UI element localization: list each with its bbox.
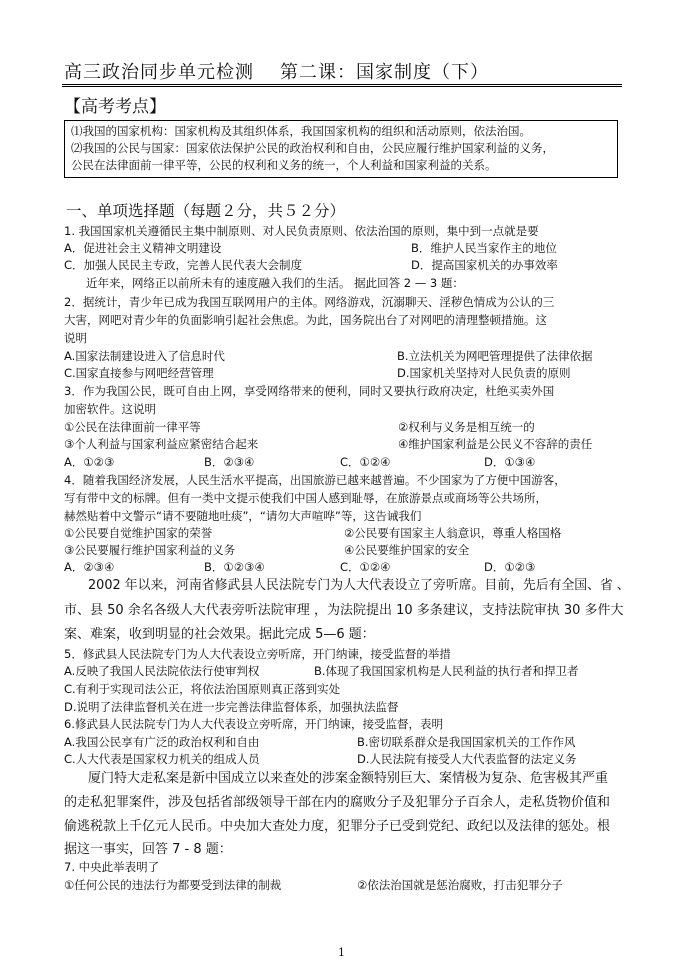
q4-statement-3: ③公民要履行维护国家利益的义务 — [64, 543, 236, 557]
q6-option-b: B.密切联系群众是我国国家机关的工作作风 — [357, 735, 576, 749]
material-5-6-line: 2002 年以来，河南省修武县人民法院专门为人大代表设立了旁听席。目前，先后有全国、省 、 — [88, 578, 630, 593]
q4-stem-line: 写有带中文的标牌。但有一类中文提示使我们中国人感到耻辱，在旅游景点或商场等公共场所， — [64, 491, 547, 505]
q1-stem: 1. 我国国家机关遵循民主集中制原则、对人民负责原则、依法治国的原则，集中到一点就是要 — [64, 224, 539, 238]
q1-option-a: A．促进社会主义精神文明建设 — [64, 241, 222, 255]
q6-stem: 6.修武县人民法院专门为人大代表设立旁听席，开门纳谏，接受监督，表明 — [64, 717, 443, 731]
q3-option-b: B．②③④ — [204, 455, 255, 469]
page-number: 1 — [338, 946, 345, 959]
q3-statement-3: ③个人利益与国家利益应紧密结合起来 — [64, 437, 259, 451]
q2-option-d: D.国家机关坚持对人民负责的原则 — [397, 366, 571, 380]
q7-stem: 7. 中央此举表明了 — [64, 860, 160, 874]
q2-stem-line: 大害，网吧对青少年的负面影响引起社会焦虑。为此，国务院出台了对网吧的清理整顿措施。这 — [64, 313, 547, 327]
section-title: 一、单项选择题（每题２分，共５２分） — [66, 202, 346, 220]
q4-option-d: D．①②③ — [484, 560, 536, 574]
material-5-6-line: 市、县 50 余名各级人大代表旁听法院审理 ，为法院提出 10 多条建议，支持法院审执 30 多件大 — [64, 603, 624, 618]
header-chapter: 第二课：国家制度（下） — [280, 62, 489, 83]
q2-option-a: A.国家法制建设进入了信息时代 — [64, 349, 225, 363]
q1-option-b: B．维护人民当家作主的地位 — [411, 241, 557, 255]
q1-option-c: C．加强人民民主专政，完善人民代表大会制度 — [64, 258, 303, 272]
material-7-8-line: 偷逃税款上千亿元人民币。中央加大查处力度，犯罪分子已受到党纪、政纪以及法律的惩处。根 — [64, 819, 611, 834]
q4-statement-1: ①公民要自觉维护国家的荣誉 — [64, 526, 213, 540]
q4-option-b: B．①②③④ — [204, 560, 265, 574]
q7-statement-2: ②依法治国就是惩治腐败，打击犯罪分子 — [357, 878, 563, 892]
q1-option-d: D．提高国家机关的办事效率 — [411, 258, 558, 272]
material-7-8-line: 据这一事实，回答 7 - 8 题： — [64, 842, 232, 857]
q6-option-d: D.人民法院有接受人大代表监督的法定义务 — [357, 752, 577, 766]
q3-stem-line: 加密软件。这说明 — [64, 402, 156, 416]
kaodian-line: ⑵我国的公民与国家：国家依法保护公民的政治权利和自由，公民应履行维护国家利益的义务， — [71, 141, 554, 155]
page-header — [64, 58, 489, 84]
q3-option-c: C．①②④ — [340, 455, 391, 469]
q2-stem-line: 说明 — [64, 331, 87, 345]
q5-option-a: A.反映了我国人民法院依法行使审判权 — [64, 664, 260, 678]
q7-statement-1: ①任何公民的违法行为都要受到法律的制裁 — [64, 878, 282, 892]
q2-option-c: C.国家直接参与网吧经营管理 — [64, 366, 214, 380]
q4-stem-line: 赫然贴着中文警示“请不要随地吐痰”，“请勿大声喧哗”等，这告诫我们 — [64, 509, 422, 523]
q3-option-d: D．①③④ — [484, 455, 536, 469]
kaodian-title: 【高考考点】 — [64, 97, 166, 117]
material-7-8-line: 的走私犯罪案件，涉及包括省部级领导干部在内的腐败分子及犯罪分子百余人，走私货物价值和 — [64, 795, 611, 810]
kaodian-box — [64, 120, 618, 178]
q4-statement-4: ④公民要维护国家的安全 — [344, 543, 470, 557]
q5-option-d: D.说明了法律监督机关在进一步完善法律监督体系，加强执法监督 — [64, 700, 399, 714]
header-rule — [62, 84, 622, 85]
q6-option-a: A.我国公民享有广泛的政治权利和自由 — [64, 735, 260, 749]
material-7-8-line: 厦门特大走私案是新中国成立以来查处的涉案金额特别巨大、案情极为复杂、危害极其严重 — [88, 771, 609, 786]
q5-stem: 5．修武县人民法院专门为人大代表设立旁听席，开门纳谏，接受监督的举措 — [64, 647, 451, 661]
q2-stem-line: 2．据统计，青少年已成为我国互联网用户的主体。网络游戏，沉溺聊天、淫秽色情成为公认的三 — [64, 295, 555, 309]
q6-option-c: C.人大代表是国家权力机关的组成人员 — [64, 752, 260, 766]
q3-statement-2: ②权利与义务是相互统一的 — [398, 420, 535, 434]
kaodian-line: 公民在法律面前一律平等，公民的权利和义务的统一，个人利益和国家利益的关系。 — [71, 158, 497, 172]
material-2-3: 近年来，网络正以前所未有的速度融入我们的生活。 据此回答 2 — 3 题： — [86, 276, 464, 290]
q3-statement-4: ④维护国家利益是公民义不容辞的责任 — [398, 437, 593, 451]
header-subject: 高三政治同步单元检测 — [64, 62, 254, 83]
material-5-6-line: 案、难案，收到明显的社会效果。据此完成 5—6 题： — [64, 627, 375, 642]
q4-stem-line: 4．随着我国经济发展，人民生活水平提高，出国旅游已越来越普遍。不少国家为了方便中国游客， — [64, 473, 566, 487]
q4-option-c: C．①②④ — [340, 560, 391, 574]
kaodian-line: ⑴我国的国家机构：国家机构及其组织体系，我国国家机构的组织和活动原则，依法治国。 — [71, 124, 531, 138]
q4-statement-2: ②公民要有国家主人翁意识，尊重人格国格 — [344, 526, 562, 540]
q3-stem-line: 3．作为我国公民，既可自由上网，享受网络带来的便利，同时又要执行政府决定，杜绝买卖外国 — [64, 384, 555, 398]
q5-option-b: B.体现了我国国家机构是人民利益的执行者和捍卫者 — [314, 664, 579, 678]
q3-statement-1: ①公民在法律面前一律平等 — [64, 420, 201, 434]
q4-option-a: A．②③④ — [64, 560, 115, 574]
q2-option-b: B.立法机关为网吧管理提供了法律依据 — [397, 349, 593, 363]
q5-option-c: C.有利于实现司法公正，将依法治国原则真正落到实处 — [64, 682, 341, 696]
q3-option-a: A．①②③ — [64, 455, 115, 469]
header-rule-thin — [62, 86, 622, 87]
